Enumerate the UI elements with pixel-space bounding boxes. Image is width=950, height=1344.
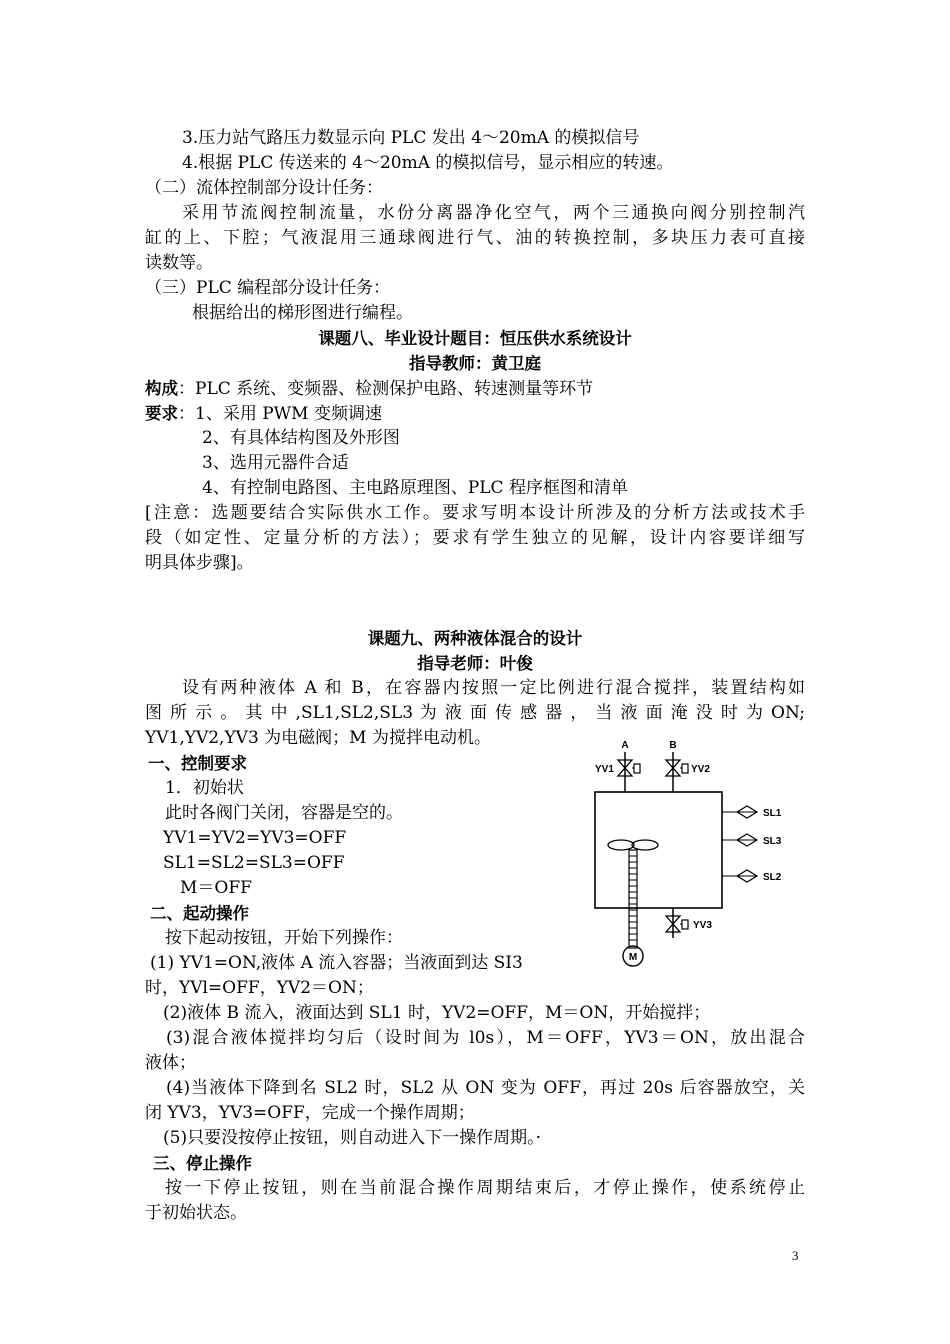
motor-label: M — [628, 952, 638, 963]
text-line: 按一下停止按钮，则在当前混合操作周期结束后，才停止操作，使系统停止 — [165, 1178, 805, 1198]
text-line: (2)液体 B 流入，液面达到 SL1 时，YV2=OFF，M＝ON，开始搅拌； — [163, 1003, 711, 1023]
requirements-line — [145, 401, 382, 426]
valve-yv3-label: YV3 — [693, 920, 712, 931]
note-line: 段（如定性、定量分析的方法）；要求有学生独立的见解，设计内容要详细写 — [145, 528, 805, 548]
level-sensor-sl3-icon — [722, 834, 757, 846]
section-heading: 三、停止操作 — [153, 1154, 252, 1173]
valve-yv3-icon — [666, 916, 688, 932]
note-line: [注意：选题要结合实际供水工作。要求写明本设计所涉及的分析方法或技术手 — [145, 503, 805, 523]
section-heading: （三）PLC 编程部分设计任务： — [145, 278, 391, 298]
text-line: 1．初始状 — [165, 778, 244, 798]
stirrer-icon — [608, 840, 658, 948]
requirement-item: 4、有控制电路图、主电路原理图、PLC 程序框图和清单 — [202, 478, 628, 498]
topic-9-title: 课题九、两种液体混合的设计 — [367, 629, 583, 648]
tank — [595, 792, 722, 908]
text-line: 缸的上、下腔；气液混用三通球阀进行气、油的转换控制，多块压力表可直接 — [145, 228, 805, 248]
text-line: 闭 YV3，YV3=OFF，完成一个操作周期； — [145, 1103, 475, 1123]
text-line: 液体； — [145, 1053, 196, 1073]
requirement-item: 2、有具体结构图及外形图 — [202, 428, 400, 448]
inlet-a-label: A — [621, 740, 629, 751]
text-line: 4.根据 PLC 传送来的 4～20mA 的模拟信号，显示相应的转速。 — [182, 153, 674, 173]
text-line: 此时各阀门关闭，容器是空的。 — [165, 803, 403, 823]
composition-text: ：PLC 系统、变频器、检测保护电路、转速测量等环节 — [178, 379, 594, 399]
text-line: 采用节流阀控制流量，水份分离器净化空气，两个三通换向阀分别控制汽 — [182, 203, 805, 223]
note-line: 明具体步骤]。 — [145, 553, 254, 573]
text-line: (5)只要没按停止按钮，则自动进入下一操作周期。· — [163, 1128, 541, 1148]
topic-9-advisor: 指导老师：叶俊 — [417, 654, 533, 673]
section-heading: 一、控制要求 — [148, 754, 247, 773]
valve-yv2-icon — [666, 760, 688, 776]
section-heading: （二）流体控制部分设计任务： — [145, 178, 383, 198]
mixing-tank-diagram — [585, 732, 782, 972]
requirements-label: 要求 — [145, 404, 178, 423]
valve-yv2-label: YV2 — [691, 764, 710, 775]
text-line: (1) YV1=ON,液体 A 流入容器；当液面到达 SI3 — [150, 953, 523, 973]
text-line: (3)混合液体搅拌均匀后（设时间为 l0s），M＝OFF，YV3＝ON，放出混合 — [166, 1028, 805, 1048]
text-line: YV1,YV2,YV3 为电磁阀；M 为搅拌电动机。 — [145, 728, 491, 748]
section-heading: 二、起动操作 — [150, 904, 249, 923]
page-number: 3 — [792, 1248, 799, 1263]
valve-yv1-label: YV1 — [595, 764, 614, 775]
requirement-item: ：1、采用 PWM 变频调速 — [178, 404, 382, 424]
composition-line — [145, 376, 593, 401]
text-line: 读数等。 — [145, 253, 213, 273]
valve-yv1-icon — [618, 760, 640, 776]
text-line: 3.压力站气路压力数显示向 PLC 发出 4～20mA 的模拟信号 — [182, 128, 640, 148]
sensor-sl2-label: SL2 — [763, 872, 782, 883]
sensor-sl3-label: SL3 — [763, 836, 782, 847]
text-line: 时，YVl=OFF，YV2＝ON； — [145, 978, 374, 998]
sensor-sl1-label: SL1 — [763, 808, 782, 819]
topic-8-advisor: 指导教师：黄卫庭 — [409, 354, 541, 373]
text-line: 图 所 示 。 其 中 ,SL1,SL2,SL3 为 液 面 传 感 器 ， 当 液 面 淹 没 时 为 ON; — [145, 703, 805, 723]
level-sensor-sl1-icon — [722, 806, 757, 818]
requirement-item: 3、选用元器件合适 — [202, 453, 349, 473]
text-line: 于初始状态。 — [145, 1203, 247, 1223]
text-line: (4)当液体下降到名 SL2 时，SL2 从 ON 变为 OFF，再过 20s 后容器放空，关 — [166, 1078, 805, 1098]
level-sensor-sl2-icon — [722, 870, 757, 882]
inlet-b-label: B — [669, 740, 677, 751]
text-line: M＝OFF — [180, 878, 252, 898]
text-line: 按下起动按钮，开始下列操作： — [165, 928, 403, 948]
topic-8-title: 课题八、毕业设计题目：恒压供水系统设计 — [318, 329, 632, 348]
text-line: YV1=YV2=YV3=OFF — [163, 828, 347, 848]
text-line: SL1=SL2=SL3=OFF — [163, 853, 345, 873]
text-line: 根据给出的梯形图进行编程。 — [192, 303, 413, 323]
composition-label: 构成 — [145, 379, 178, 398]
text-line: 设有两种液体 A 和 B，在容器内按照一定比例进行混合搅拌，装置结构如 — [182, 678, 805, 698]
